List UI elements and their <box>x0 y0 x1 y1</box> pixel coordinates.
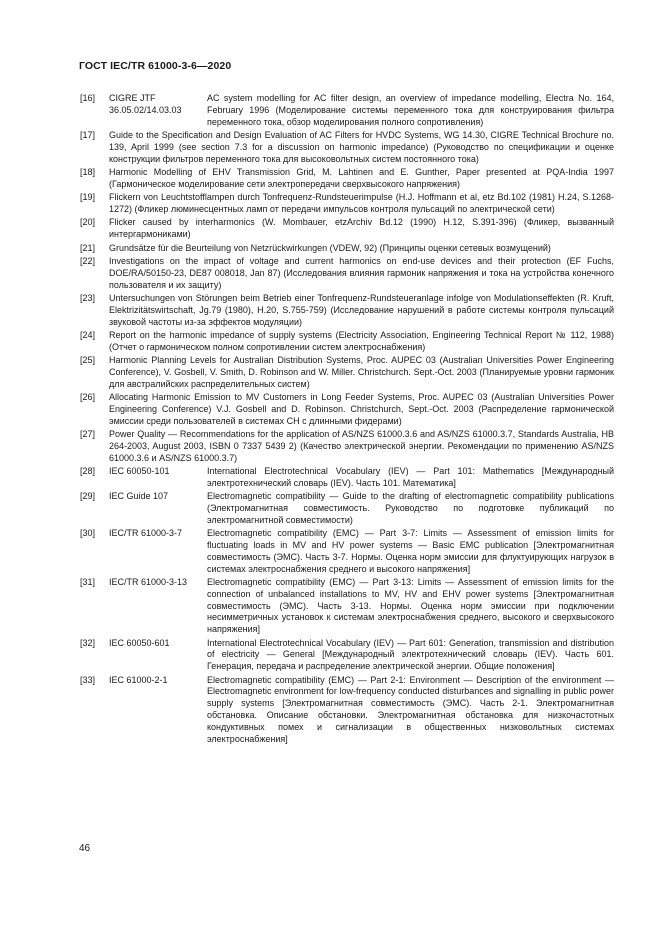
reference-text: Grundsätze für die Beurteilung von Netzrückwirkungen (VDEW, 92) (Принципы оценки сетевых возмущений) <box>109 242 551 253</box>
reference-text: Harmonic Planning Levels for Australian Distribution Systems, Proc. AUPEC 03 (Australian Universities Power Engineering Conference), V. Gosbell, V. Smith, D. Robinson and W. Miller. Christchurch. Sept.-Oct. 2003 (Планируемые уровни гармоник для австралийских распределительных систем) <box>109 355 614 389</box>
reference-text: International Electrotechnical Vocabulary (IEV) — Part 601: Generation, transmission and distribution of electricity — General [Международный электротехнический словарь (IEV). Часть 601. Генерация, передача и распределение электрической энергии. Общие положения] <box>207 637 614 672</box>
reference-text: Electromagnetic compatibility (EMC) — Part 2-1: Environment — Description of the environment — Electromagnetic environment for low-frequency conducted disturbances and signalling in public power supply systems [Электромагнитная совместимость (ЭМС). Часть 2-1. Электромагнитная обстановка. Описание обстановки. Электромагнитная обстановка для низкочастотных кондуктивных помех и сигнализации в общественных низковольтных системах электроснабжения] <box>207 674 614 744</box>
page-number: 46 <box>79 843 91 854</box>
reference-text: Electromagnetic compatibility — Guide to the drafting of electromagnetic compatibility publications (Электромагнитная совместимость. Руководство по подготовке публикаций по электромагнитной совместимости) <box>207 491 614 525</box>
reference-item <box>80 466 614 490</box>
reference-text: Guide to the Specification and Design Evaluation of AC Filters for HVDC Systems, WG 14.30, CIGRE Technical Brochure no. 139, April 1999 (see section 7.3 for a discussion on harmonic impedance) (Руководство по спецификации и оценке конструкции фильтров переменного тока для высоковольтных систем постоянного тока) <box>109 129 614 164</box>
reference-number: [33] <box>80 674 96 685</box>
reference-text: Flickern von Leuchtstofflampen durch Tonfrequenz-Rundsteuerimpulse (H.J. Hoffmann et al, etz Bd.102 (1981) H.24, S.1268-1272) (Фликер люминесцентных ламп от передачи импульсов контроля пульсаций по электрической сети) <box>109 192 614 214</box>
reference-item <box>80 429 614 464</box>
reference-number: [21] <box>80 242 96 253</box>
reference-number: [32] <box>80 637 96 648</box>
reference-number: [30] <box>80 528 96 539</box>
reference-text: Power Quality — Recommendations for the application of AS/NZS 61000.3.6 and AS/NZS 61000.3.7, Standards Australia, HB 264-2003, August 2003, ISBN 0 7337 5439 2) (Качество электрической энергии. Рекомендации по применению AS/NZS 61000.3.6 и AS/NZS 61000.3.7) <box>109 429 614 463</box>
reference-item <box>80 675 614 746</box>
reference-number: [29] <box>80 491 96 502</box>
document-header: ГОСТ IEC/TR 61000-3-6—2020 <box>79 60 232 72</box>
reference-number: [20] <box>80 217 96 228</box>
reference-number: [19] <box>80 192 96 203</box>
reference-text: Report on the harmonic impedance of supply systems (Electricity Association, Engineering Technical Report № 112, 1988) (Отчет о гармоническом полном сопротивлении систем электроснабжения) <box>109 329 614 352</box>
reference-text: AC system modelling for AC filter design, an overview of impedance modelling, Electra No. 164, February 1996 (Моделирование системы переменного тока для конструирования фильтра переменного тока, обзор моделирования полного сопротивления) <box>207 93 614 127</box>
reference-text: Allocating Harmonic Emission to MV Customers in Long Feeder Systems, Proc. AUPEC 03 (Australian Universities Power Engineering Conference) V.J. Gosbell and D. Robinson. Christchurch, Sept.-Oct. 2003 (Распределение гармонической эмиссии среди пользователей в системах СН с длинными фидерами) <box>109 392 614 426</box>
reference-code: IEC 60050-101 <box>109 466 170 477</box>
reference-item <box>80 491 614 526</box>
reference-item <box>80 243 614 255</box>
reference-item <box>80 167 614 191</box>
reference-number: [27] <box>80 429 96 440</box>
reference-code: IEC 61000-2-1 <box>109 674 168 685</box>
reference-code: IEC/TR 61000-3-13 <box>109 576 188 587</box>
reference-item <box>80 130 614 165</box>
reference-item <box>80 638 614 673</box>
reference-number: [31] <box>80 576 96 587</box>
reference-item <box>80 192 614 216</box>
reference-number: [22] <box>80 255 96 266</box>
reference-text: Electromagnetic compatibility (EMC) — Part 3-7: Limits — Assessment of emission limits for fluctuating loads in MV and HV power systems — Basic EMC publication [Электромагнитная совместимость (ЭМС). Часть 3-7. Нормы. Оценка норм эмиссии для флуктуирующих нагрузок в системах электроснабжения среднего и высокого напряжения] <box>207 528 614 574</box>
reference-item <box>80 93 614 128</box>
reference-item <box>80 217 614 241</box>
reference-number: [18] <box>80 166 96 177</box>
reference-number: [26] <box>80 392 96 403</box>
reference-number: [16] <box>80 93 96 103</box>
reference-code: CIGRE JTF 36.05.02/14.03.03 <box>109 93 182 115</box>
reference-item <box>80 330 614 354</box>
reference-number: [23] <box>80 292 96 303</box>
reference-number: [24] <box>80 329 96 340</box>
reference-item <box>80 355 614 390</box>
reference-number: [17] <box>80 129 96 140</box>
reference-text: Flicker caused by interharmonics (W. Mombauer, etzArchiv Bd.12 (1990) H.12, S.391-396) (Фликер, вызванный интергармониками) <box>109 217 614 240</box>
reference-code: IEC 60050-601 <box>109 637 170 648</box>
reference-item <box>80 392 614 427</box>
reference-text: Harmonic Modelling of EHV Transmission Grid, M. Lahtinen and E. Gunther, Paper presented at PQA-India 1997 (Гармоническое моделирование сети электропередачи сверхвысокого напряжения) <box>109 166 614 189</box>
reference-code: IEC/TR 61000-3-7 <box>109 528 183 539</box>
reference-number: [28] <box>80 466 96 477</box>
reference-item <box>80 528 614 575</box>
reference-text: International Electrotechnical Vocabulary (IEV) — Part 101: Mathematics [Международный электротехнический словарь (IEV). Часть 101. Математика] <box>207 466 614 488</box>
reference-number: [25] <box>80 355 96 366</box>
reference-item <box>80 577 614 636</box>
reference-item <box>80 293 614 328</box>
bibliography-list <box>80 93 614 747</box>
reference-code: IEC Guide 107 <box>109 491 169 502</box>
reference-text: Electromagnetic compatibility (EMC) — Part 3-13: Limits — Assessment of emission limits for the connection of unbalanced installations to MV, HV and EHV power systems [Электромагнитная совместимость (ЭМС). Часть 3-13. Нормы. Оценка норм эмиссии при подключении несимметричных установок к системам электроснабжения среднего, высокого и сверхвысокого напряжения] <box>207 576 614 635</box>
reference-text: Investigations on the impact of voltage and current harmonics on end-use devices and their protection (EF Fuchs, DOE/RA/50150-23, DE87 008018, Jan 87) (Исследования влияния гармоник напряжения и тока на устройства конечного пользователя и их защиту) <box>109 255 614 290</box>
reference-text: Untersuchungen von Störungen beim Betrieb einer Tonfrequenz-Rundsteueranlage infolge von Modulationseffekten (R. Kruft, Elektrizitätswirtschaft, Jg.79 (1980), H.20, S.755-759) (Исследование нарушений в работе системы контроля пульсаций звуковой частоты из-за эффектов модуляции) <box>109 292 614 327</box>
reference-item <box>80 256 614 291</box>
